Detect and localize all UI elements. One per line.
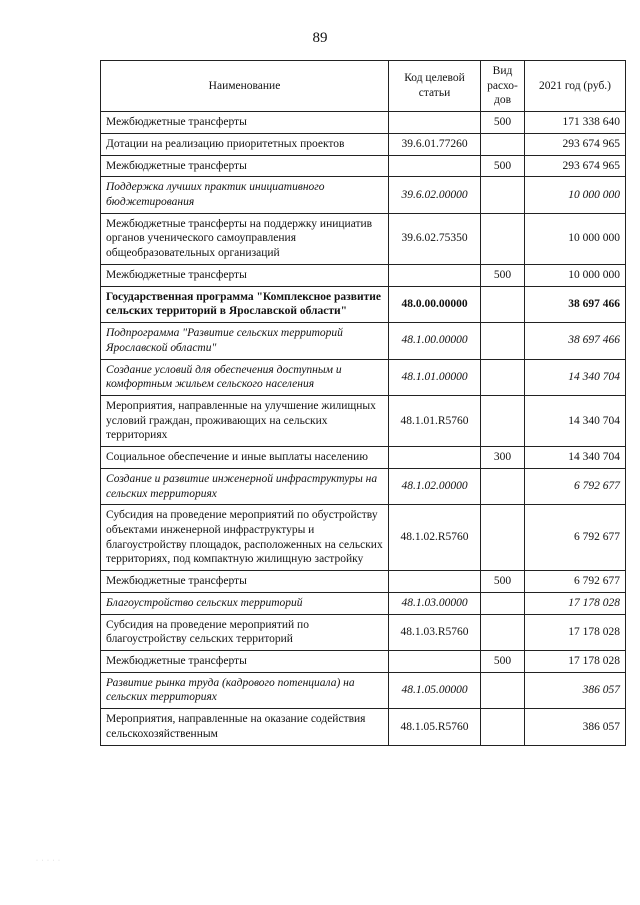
table-row [101,468,626,504]
cell-code: 48.1.03.R5760 [389,614,481,650]
cell-name: Мероприятия, направленные на оказание содействия сельскохозяйственным [101,709,389,745]
cell-amount: 6 792 677 [525,468,626,504]
cell-code: 39.6.02.75350 [389,213,481,264]
cell-amount: 10 000 000 [525,213,626,264]
table-row [101,323,626,359]
header-name: Наименование [101,61,389,112]
cell-code: 48.1.01.00000 [389,359,481,395]
cell-type [481,286,525,322]
table-row [101,177,626,213]
page-number: 89 [312,30,328,46]
cell-name: Развитие рынка труда (кадрового потенциала) на сельских территориях [101,672,389,708]
table-row [101,505,626,571]
cell-type [481,709,525,745]
cell-code: 48.1.03.00000 [389,592,481,614]
cell-type: 500 [481,571,525,593]
cell-code: 39.6.02.00000 [389,177,481,213]
cell-code: 48.1.05.R5760 [389,709,481,745]
cell-type: 300 [481,447,525,469]
cell-amount: 14 340 704 [525,447,626,469]
cell-type [481,323,525,359]
table-row [101,592,626,614]
cell-type: 500 [481,155,525,177]
cell-code: 39.6.01.77260 [389,133,481,155]
cell-type [481,468,525,504]
cell-amount: 14 340 704 [525,359,626,395]
table-row [101,614,626,650]
table-row [101,286,626,322]
cell-code: 48.1.00.00000 [389,323,481,359]
scan-artifact: · · · · · [36,858,61,864]
cell-type: 500 [481,651,525,673]
cell-type: 500 [481,112,525,134]
header-type: Вид расхо-дов [481,61,525,112]
cell-code [389,571,481,593]
cell-name: Создание условий для обеспечения доступным и комфортным жильем сельского населения [101,359,389,395]
cell-amount: 293 674 965 [525,155,626,177]
cell-name: Субсидия на проведение мероприятий по обустройству объектами инженерной инфраструктуры и благоустройству площадок, расположенных на сельских территориях, под компактную жилищную застройку [101,505,389,571]
cell-name: Государственная программа "Комплексное развитие сельских территорий в Ярославской области" [101,286,389,322]
cell-type [481,359,525,395]
cell-code: 48.1.02.R5760 [389,505,481,571]
cell-code [389,651,481,673]
cell-code [389,264,481,286]
table-row [101,133,626,155]
cell-code: 48.1.02.00000 [389,468,481,504]
table-row [101,213,626,264]
cell-type [481,505,525,571]
cell-type [481,177,525,213]
cell-code [389,112,481,134]
cell-type [481,133,525,155]
cell-amount: 171 338 640 [525,112,626,134]
table-row [101,447,626,469]
cell-code: 48.1.05.00000 [389,672,481,708]
cell-amount: 6 792 677 [525,571,626,593]
header-code: Код целевой статьи [389,61,481,112]
table-row [101,709,626,745]
cell-amount: 10 000 000 [525,177,626,213]
cell-name: Межбюджетные трансферты [101,112,389,134]
table-row [101,264,626,286]
cell-amount: 386 057 [525,709,626,745]
cell-name: Межбюджетные трансферты [101,571,389,593]
cell-name: Межбюджетные трансферты [101,651,389,673]
cell-amount: 17 178 028 [525,651,626,673]
cell-amount: 38 697 466 [525,323,626,359]
cell-code: 48.1.01.R5760 [389,395,481,446]
cell-type [481,672,525,708]
cell-name: Поддержка лучших практик инициативного бюджетирования [101,177,389,213]
cell-amount: 38 697 466 [525,286,626,322]
cell-type: 500 [481,264,525,286]
cell-name: Создание и развитие инженерной инфраструктуры на сельских территориях [101,468,389,504]
table-row [101,359,626,395]
budget-table [100,60,626,746]
cell-name: Межбюджетные трансферты на поддержку инициатив органов ученического самоуправления общеобразовательных организаций [101,213,389,264]
cell-code: 48.0.00.00000 [389,286,481,322]
cell-name: Дотации на реализацию приоритетных проектов [101,133,389,155]
cell-amount: 6 792 677 [525,505,626,571]
cell-name: Межбюджетные трансферты [101,155,389,177]
cell-amount: 14 340 704 [525,395,626,446]
cell-amount: 17 178 028 [525,592,626,614]
header-amount: 2021 год (руб.) [525,61,626,112]
table-row [101,395,626,446]
table-body [101,112,626,745]
table-row [101,571,626,593]
cell-name: Подпрограмма "Развитие сельских территорий Ярославской области" [101,323,389,359]
cell-name: Благоустройство сельских территорий [101,592,389,614]
table-row [101,112,626,134]
table-row [101,155,626,177]
cell-type [481,213,525,264]
cell-name: Межбюджетные трансферты [101,264,389,286]
table-row [101,672,626,708]
cell-amount: 17 178 028 [525,614,626,650]
cell-code [389,447,481,469]
cell-type [481,614,525,650]
cell-amount: 10 000 000 [525,264,626,286]
table-row [101,651,626,673]
cell-code [389,155,481,177]
table-header [101,61,626,112]
cell-type [481,592,525,614]
header-row [101,61,626,112]
cell-name: Социальное обеспечение и иные выплаты населению [101,447,389,469]
cell-amount: 293 674 965 [525,133,626,155]
cell-type [481,395,525,446]
cell-amount: 386 057 [525,672,626,708]
cell-name: Мероприятия, направленные на улучшение жилищных условий граждан, проживающих на сельских территориях [101,395,389,446]
cell-name: Субсидия на проведение мероприятий по благоустройству сельских территорий [101,614,389,650]
